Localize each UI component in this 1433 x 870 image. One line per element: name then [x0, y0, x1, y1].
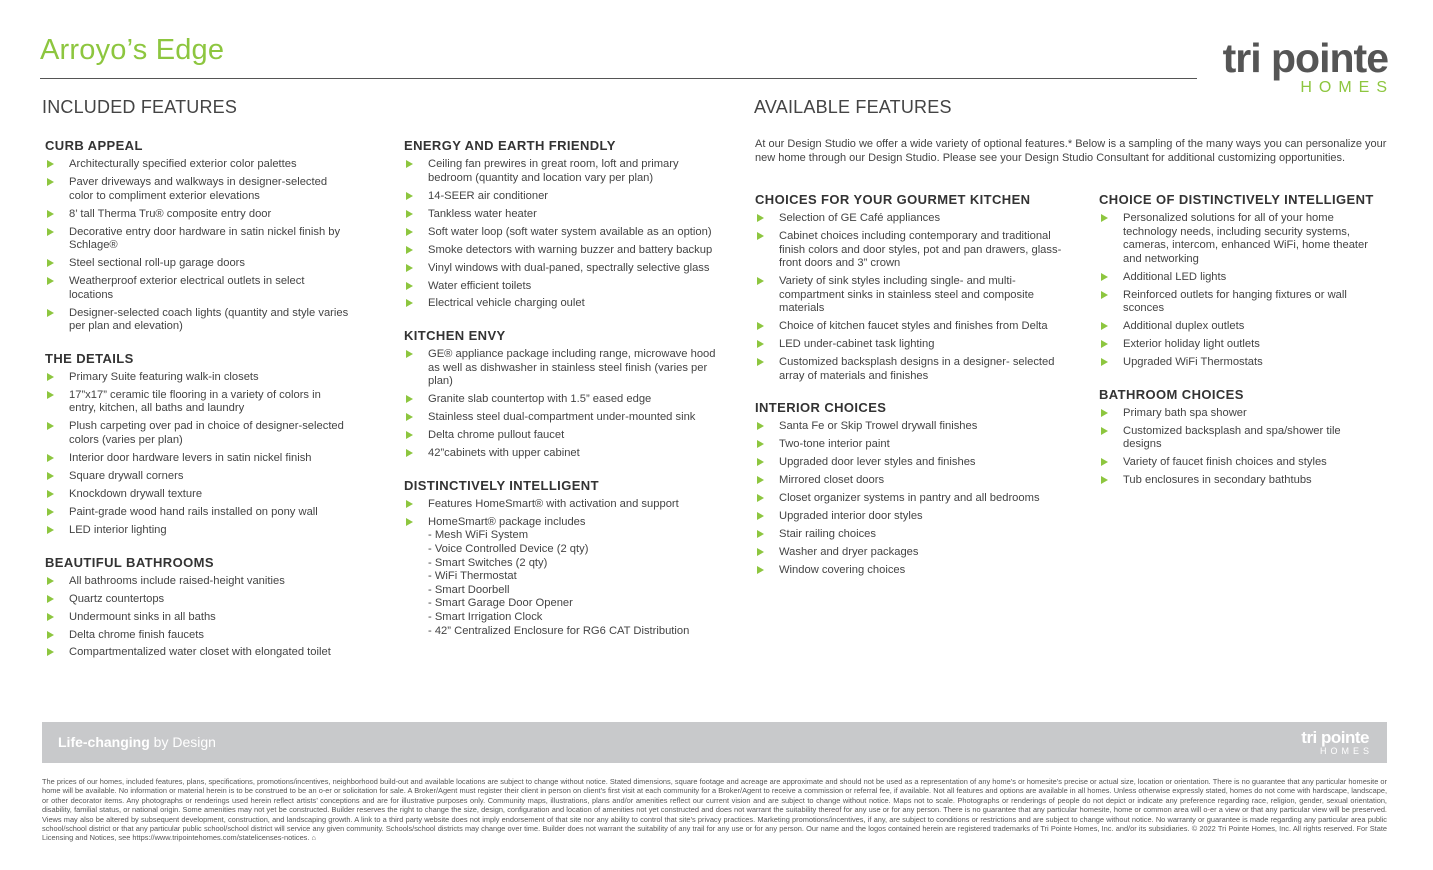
- available-features-heading: AVAILABLE FEATURES: [754, 97, 952, 117]
- feature-item: [45, 611, 350, 625]
- feature-item-text: Reinforced outlets for hanging fixtures or wall sconces: [1123, 288, 1347, 315]
- feature-item: [404, 262, 724, 276]
- bullet-arrow-icon: [406, 228, 413, 236]
- feature-item: [404, 429, 724, 443]
- feature-item: [404, 190, 724, 204]
- feature-group: [45, 138, 350, 334]
- feature-item-text: Washer and dryer packages: [779, 546, 919, 559]
- feature-item: [755, 356, 1071, 383]
- feature-item-text: Stair railing choices: [779, 528, 877, 541]
- feature-group: [404, 478, 724, 638]
- feature-item-text: Additional LED lights: [1123, 270, 1227, 283]
- feature-item: [755, 456, 1071, 470]
- bullet-arrow-icon: [47, 472, 54, 480]
- feature-subitem: - Smart Garage Door Opener: [428, 597, 573, 610]
- tagline-rest: by Design: [149, 734, 216, 750]
- feature-item: [1099, 425, 1379, 452]
- feature-item: [45, 371, 350, 385]
- feature-item: [45, 452, 350, 466]
- feature-item: [404, 411, 724, 425]
- feature-item-text: Vinyl windows with dual-paned, spectrally selective glass: [428, 261, 710, 274]
- bullet-arrow-icon: [1101, 340, 1108, 348]
- feature-item: [45, 226, 350, 253]
- bullet-arrow-icon: [1101, 291, 1108, 299]
- included-features-heading: INCLUDED FEATURES: [42, 97, 238, 117]
- feature-item-text: Paint-grade wood hand rails installed on pony wall: [69, 505, 318, 518]
- bullet-arrow-icon: [406, 431, 413, 439]
- feature-list: [1099, 407, 1379, 488]
- feature-item: [755, 212, 1071, 226]
- feature-item: [404, 348, 724, 389]
- feature-item: [45, 524, 350, 538]
- footer-logo-text: tri pointe: [1301, 728, 1369, 747]
- bullet-arrow-icon: [406, 299, 413, 307]
- bullet-arrow-icon: [757, 458, 764, 466]
- feature-list: [45, 371, 350, 538]
- feature-item-text: Electrical vehicle charging oulet: [428, 297, 585, 310]
- feature-item-text: Granite slab countertop with 1.5” eased edge: [428, 393, 652, 406]
- feature-item-text: Cabinet choices including contemporary and traditional finish colors and door styles, pot and pan drawers, glass-front doors and 3” crown: [779, 229, 1062, 270]
- feature-group-title: BATHROOM CHOICES: [1099, 386, 1244, 402]
- bullet-arrow-icon: [47, 210, 54, 218]
- feature-item: [1099, 289, 1379, 316]
- feature-item-text: Quartz countertops: [69, 592, 165, 605]
- feature-item: [755, 338, 1071, 352]
- feature-item-text: All bathrooms include raised-height vanities: [69, 574, 285, 587]
- bullet-arrow-icon: [1101, 214, 1108, 222]
- feature-item: [45, 629, 350, 643]
- feature-item-text: Customized backsplash and spa/shower tile designs: [1123, 424, 1341, 451]
- feature-subitem: - Mesh WiFi System: [428, 529, 529, 542]
- feature-item: [755, 420, 1071, 434]
- bullet-arrow-icon: [1101, 358, 1108, 366]
- feature-item: [1099, 212, 1379, 266]
- feature-item: [45, 575, 350, 589]
- feature-item-text: HomeSmart® package includes: [428, 515, 586, 528]
- bullet-arrow-icon: [47, 631, 54, 639]
- feature-item: [45, 158, 350, 172]
- feature-item-text: Delta chrome finish faucets: [69, 628, 204, 641]
- feature-item: [1099, 271, 1379, 285]
- feature-item: [404, 226, 724, 240]
- bullet-arrow-icon: [47, 277, 54, 285]
- bullet-arrow-icon: [757, 512, 764, 520]
- feature-item: [1099, 338, 1379, 352]
- feature-item: [45, 420, 350, 447]
- feature-item-text: Features HomeSmart® with activation and support: [428, 497, 679, 510]
- feature-item: [755, 438, 1071, 452]
- legal-disclaimer: The prices of our homes, included features, plans, specifications, promotions/incentives, neighborhood build-out and available locations are subject to change without notice. Stated dimensions, square footage and acreage are approximate and should not be used as a representation of any home’s or homesite’s precise or actual size, location or orientation. There is no guarantee that any particular homesite or home will be available. No information or material herein is to be construed to be an o-er or solicitation for sale. A Broker/Agent must register their client in person on client’s first visit at each community for a Broker/Agent to receive a commission or referral fee, if available. Not all features and options are available in all homes. Unless otherwise expressly stated, homes do not come with hardscape, landscape, or other decorator items. Any photographs or renderings used herein reflect artists’ conceptions and are for illustrative purposes only. Community maps, illustrations, plans and/or amenities reflect our current vision and are subject to change without notice. Maps not to scale. Photographs or renderings of people do not depict or indicate any preference regarding race, religion, gender, sexual orientation, disability, familial status, or national origin. Some amenities may not yet be constructed. Builder reserves the right to change the size, design, configuration and location of amenities not yet constructed and does not warrant the suitability thereof for any use or for any person. There is no guarantee that any particular homesite, home or common area will o-er a view or that any particular view will be preserved. Views may also be altered by subsequent development, construction, and landscaping growth. A link to a third party website does not imply endorsement of that site nor any ability to control that site’s privacy practices. Marketing promotions/incentives, if any, are subject to conditions or restrictions and are subject to change without notice. No warranty or guarantee is made regarding any particular area public school/school district or that any particular public school/school district will service any given community. Schools/school districts may change over time. Builder does not warrant the suitability of any trail for any use or for any person. Our name and the logos contained herein are registered trademarks of Tri Pointe Homes, Inc. and/or its subsidiaries. © 2022 Tri Pointe Homes, Inc. All rights reserved. For State Licensing and Notices, see https://www.tripointehomes.com/statelicenses-notices. ⌂: [42, 777, 1387, 843]
- feature-group: [404, 138, 724, 311]
- bullet-arrow-icon: [757, 494, 764, 502]
- feature-item: [45, 307, 350, 334]
- footer-logo: [1301, 728, 1373, 756]
- feature-item: [1099, 320, 1379, 334]
- feature-group-title: INTERIOR CHOICES: [755, 400, 887, 416]
- feature-item-text: Upgraded interior door styles: [779, 510, 923, 523]
- feature-item-text: Stainless steel dual-compartment under-mounted sink: [428, 411, 696, 424]
- feature-list: [404, 158, 724, 311]
- feature-group-title: CHOICES FOR YOUR GOURMET KITCHEN: [755, 192, 1031, 207]
- feature-item: [404, 498, 724, 512]
- feature-item: [45, 176, 350, 203]
- feature-item-text: Primary Suite featuring walk-in closets: [69, 370, 259, 383]
- feature-subitem: - Voice Controlled Device (2 qty): [428, 542, 589, 555]
- bullet-arrow-icon: [1101, 458, 1108, 466]
- feature-item: [755, 230, 1071, 271]
- bullet-arrow-icon: [47, 454, 54, 462]
- bullet-arrow-icon: [406, 210, 413, 218]
- feature-item: [1099, 407, 1379, 421]
- feature-list: [404, 498, 724, 638]
- feature-group: [45, 555, 350, 661]
- feature-item-text: Tankless water heater: [428, 207, 537, 220]
- feature-item: [45, 646, 350, 660]
- title-divider: [40, 78, 1197, 79]
- feature-item-text: GE® appliance package including range, microwave hood as well as dishwasher in stainless steel finish (varies per plan): [428, 348, 716, 388]
- feature-item: [45, 488, 350, 502]
- feature-item-text: Compartmentalized water closet with elongated toilet: [69, 646, 331, 659]
- feature-item-text: LED under-cabinet task lighting: [779, 338, 935, 351]
- bullet-arrow-icon: [1101, 273, 1108, 281]
- bullet-arrow-icon: [47, 490, 54, 498]
- feature-item: [1099, 474, 1379, 488]
- feature-group-title: THE DETAILS: [45, 350, 134, 366]
- available-intro-text: At our Design Studio we offer a wide variety of optional features.* Below is a sampling of the many ways you can personalize your new home through our Design Studio. Please see your Design Studio Consultant for additional customizing opportunities.: [755, 138, 1387, 164]
- bullet-arrow-icon: [47, 309, 54, 317]
- feature-item-text: 8’ tall Therma Tru® composite entry door: [69, 207, 272, 220]
- feature-item-text: 17”x17” ceramic tile flooring in a variety of colors in entry, kitchen, all baths and laundry: [69, 388, 321, 415]
- feature-item-text: Personalized solutions for all of your home technology needs, including security systems, cameras, intercom, enhanced WiFi, home theater and networking: [1123, 212, 1368, 265]
- feature-item: [45, 593, 350, 607]
- feature-item: [755, 564, 1071, 578]
- feature-item: [755, 275, 1071, 316]
- bullet-arrow-icon: [47, 373, 54, 381]
- bullet-arrow-icon: [406, 518, 413, 526]
- feature-item-text: Paver driveways and walkways in designer-selected color to compliment exterior elevations: [69, 175, 328, 202]
- feature-item: [45, 257, 350, 271]
- bullet-arrow-icon: [757, 530, 764, 538]
- feature-item: [45, 389, 350, 416]
- bullet-arrow-icon: [757, 358, 764, 366]
- footer-bar: [42, 722, 1387, 763]
- bullet-arrow-icon: [757, 566, 764, 574]
- bullet-arrow-icon: [406, 246, 413, 254]
- feature-list: [45, 158, 350, 334]
- feature-item-text: Delta chrome pullout faucet: [428, 429, 565, 442]
- feature-subitem: - WiFi Thermostat: [428, 570, 517, 583]
- feature-item-text: Choice of kitchen faucet styles and finishes from Delta: [779, 320, 1048, 333]
- bullet-arrow-icon: [1101, 322, 1108, 330]
- bullet-arrow-icon: [757, 214, 764, 222]
- available-column-1: [755, 192, 1071, 595]
- feature-item-text: Additional duplex outlets: [1123, 320, 1245, 333]
- bullet-arrow-icon: [406, 413, 413, 421]
- bullet-arrow-icon: [406, 350, 413, 358]
- brand-logo: [1216, 35, 1394, 97]
- feature-item: [404, 297, 724, 311]
- feature-item: [755, 546, 1071, 560]
- feature-item: [1099, 456, 1379, 470]
- feature-item: [404, 447, 724, 461]
- feature-group-title: DISTINCTIVELY INTELLIGENT: [404, 477, 599, 493]
- bullet-arrow-icon: [47, 595, 54, 603]
- feature-group: [755, 192, 1071, 383]
- feature-item-text: Architecturally specified exterior color palettes: [69, 158, 297, 170]
- feature-item: [755, 492, 1071, 506]
- feature-item-text: Tub enclosures in secondary bathtubs: [1123, 474, 1312, 487]
- bullet-arrow-icon: [47, 228, 54, 236]
- feature-item: [1099, 356, 1379, 370]
- feature-item-text: Customized backsplash designs in a designer- selected array of materials and finishes: [779, 356, 1055, 382]
- bullet-arrow-icon: [757, 476, 764, 484]
- page-title: Arroyo’s Edge: [40, 34, 225, 66]
- feature-item-text: Water efficient toilets: [428, 279, 532, 292]
- bullet-arrow-icon: [757, 422, 764, 430]
- feature-list: [1099, 212, 1379, 370]
- feature-group: [1099, 192, 1379, 370]
- footer-tagline: [58, 734, 216, 750]
- tagline-bold: Life-changing: [58, 734, 150, 750]
- available-column-2: [1099, 192, 1379, 505]
- included-column-2: [404, 138, 724, 655]
- feature-subitem: - Smart Irrigation Clock: [428, 610, 543, 623]
- feature-item: [755, 320, 1071, 334]
- feature-subitem: - Smart Switches (2 qty): [428, 556, 548, 569]
- bullet-arrow-icon: [406, 500, 413, 508]
- bullet-arrow-icon: [757, 322, 764, 330]
- feature-item-text: 14-SEER air conditioner: [428, 189, 549, 202]
- feature-item-text: Square drywall corners: [69, 470, 184, 482]
- bullet-arrow-icon: [406, 192, 413, 200]
- feature-item-text: Two-tone interior paint: [779, 438, 890, 451]
- feature-group: [755, 400, 1071, 577]
- feature-item: [755, 510, 1071, 524]
- footer-logo-subtext: HOMES: [1319, 746, 1373, 756]
- bullet-arrow-icon: [406, 264, 413, 272]
- feature-item: [404, 208, 724, 222]
- feature-item-text: Soft water loop (soft water system available as an option): [428, 225, 712, 238]
- bullet-arrow-icon: [1101, 427, 1108, 435]
- logo-subtext: HOMES: [1300, 79, 1394, 96]
- feature-item-text: Decorative entry door hardware in satin nickel finish by Schlage®: [69, 225, 341, 252]
- bullet-arrow-icon: [757, 548, 764, 556]
- feature-item-text: 42”cabinets with upper cabinet: [428, 447, 580, 460]
- feature-item-text: Primary bath spa shower: [1123, 406, 1247, 419]
- feature-item-text: Selection of GE Café appliances: [779, 212, 941, 224]
- feature-item-text: Knockdown drywall texture: [69, 487, 203, 500]
- feature-item-text: Santa Fe or Skip Trowel drywall finishes: [779, 420, 978, 433]
- bullet-arrow-icon: [406, 160, 413, 168]
- feature-item: [45, 208, 350, 222]
- feature-item: [45, 275, 350, 302]
- logo-text: tri pointe: [1222, 35, 1388, 81]
- feature-item-text: Steel sectional roll-up garage doors: [69, 257, 245, 270]
- bullet-arrow-icon: [406, 282, 413, 290]
- feature-list: [755, 420, 1071, 577]
- feature-item: [755, 528, 1071, 542]
- included-column-1: [45, 138, 350, 677]
- feature-item-text: Interior door hardware levers in satin nickel finish: [69, 452, 312, 465]
- feature-group-title: CHOICE OF DISTINCTIVELY INTELLIGENT: [1099, 192, 1374, 207]
- feature-group: [404, 328, 724, 461]
- feature-group-title: CURB APPEAL: [45, 138, 143, 153]
- bullet-arrow-icon: [757, 232, 764, 240]
- feature-list: [755, 212, 1071, 383]
- feature-item-text: Ceiling fan prewires in great room, loft and primary bedroom (quantity and location vary per plan): [428, 158, 679, 184]
- feature-list: [45, 575, 350, 661]
- feature-item-text: Smoke detectors with warning buzzer and battery backup: [428, 243, 713, 256]
- feature-item: [755, 474, 1071, 488]
- feature-item-text: Window covering choices: [779, 564, 906, 577]
- bullet-arrow-icon: [47, 160, 54, 168]
- feature-list: [404, 348, 724, 461]
- feature-item-text: Exterior holiday light outlets: [1123, 338, 1260, 351]
- feature-group-title: BEAUTIFUL BATHROOMS: [45, 554, 214, 570]
- feature-item-text: Closet organizer systems in pantry and all bedrooms: [779, 492, 1040, 505]
- bullet-arrow-icon: [757, 340, 764, 348]
- feature-subitem: - 42” Centralized Enclosure for RG6 CAT Distribution: [428, 624, 690, 637]
- feature-item: [45, 470, 350, 484]
- feature-item-text: Variety of faucet finish choices and styles: [1123, 456, 1327, 469]
- bullet-arrow-icon: [47, 422, 54, 430]
- feature-group-title: ENERGY AND EARTH FRIENDLY: [404, 138, 616, 153]
- feature-item: [404, 280, 724, 294]
- bullet-arrow-icon: [47, 508, 54, 516]
- feature-group: [45, 351, 350, 538]
- feature-item: [404, 393, 724, 407]
- feature-item: [45, 506, 350, 520]
- bullet-arrow-icon: [1101, 476, 1108, 484]
- bullet-arrow-icon: [1101, 409, 1108, 417]
- feature-item-text: Plush carpeting over pad in choice of designer-selected colors (varies per plan): [69, 420, 344, 447]
- feature-item-text: LED interior lighting: [69, 523, 167, 536]
- bullet-arrow-icon: [47, 648, 54, 656]
- feature-item: [404, 244, 724, 258]
- bullet-arrow-icon: [406, 395, 413, 403]
- feature-group: [1099, 387, 1379, 488]
- bullet-arrow-icon: [47, 259, 54, 267]
- feature-item-text: Variety of sink styles including single- and multi-compartment sinks in stainless steel and composite materials: [779, 275, 1034, 315]
- bullet-arrow-icon: [47, 577, 54, 585]
- bullet-arrow-icon: [47, 178, 54, 186]
- feature-item-text: Upgraded door lever styles and finishes: [779, 456, 976, 469]
- bullet-arrow-icon: [47, 613, 54, 621]
- feature-item-text: Undermount sinks in all baths: [69, 610, 216, 623]
- feature-item: [404, 158, 724, 185]
- feature-item-text: Mirrored closet doors: [779, 474, 885, 487]
- feature-item-text: Designer-selected coach lights (quantity and style varies per plan and elevation): [69, 306, 349, 333]
- bullet-arrow-icon: [406, 449, 413, 457]
- bullet-arrow-icon: [47, 391, 54, 399]
- feature-item: [404, 516, 724, 638]
- feature-item-text: Weatherproof exterior electrical outlets in select locations: [69, 275, 305, 301]
- bullet-arrow-icon: [757, 277, 764, 285]
- feature-subitem: - Smart Doorbell: [428, 583, 510, 596]
- bullet-arrow-icon: [47, 526, 54, 534]
- bullet-arrow-icon: [757, 440, 764, 448]
- feature-item-text: Upgraded WiFi Thermostats: [1123, 356, 1263, 369]
- feature-group-title: KITCHEN ENVY: [404, 328, 506, 344]
